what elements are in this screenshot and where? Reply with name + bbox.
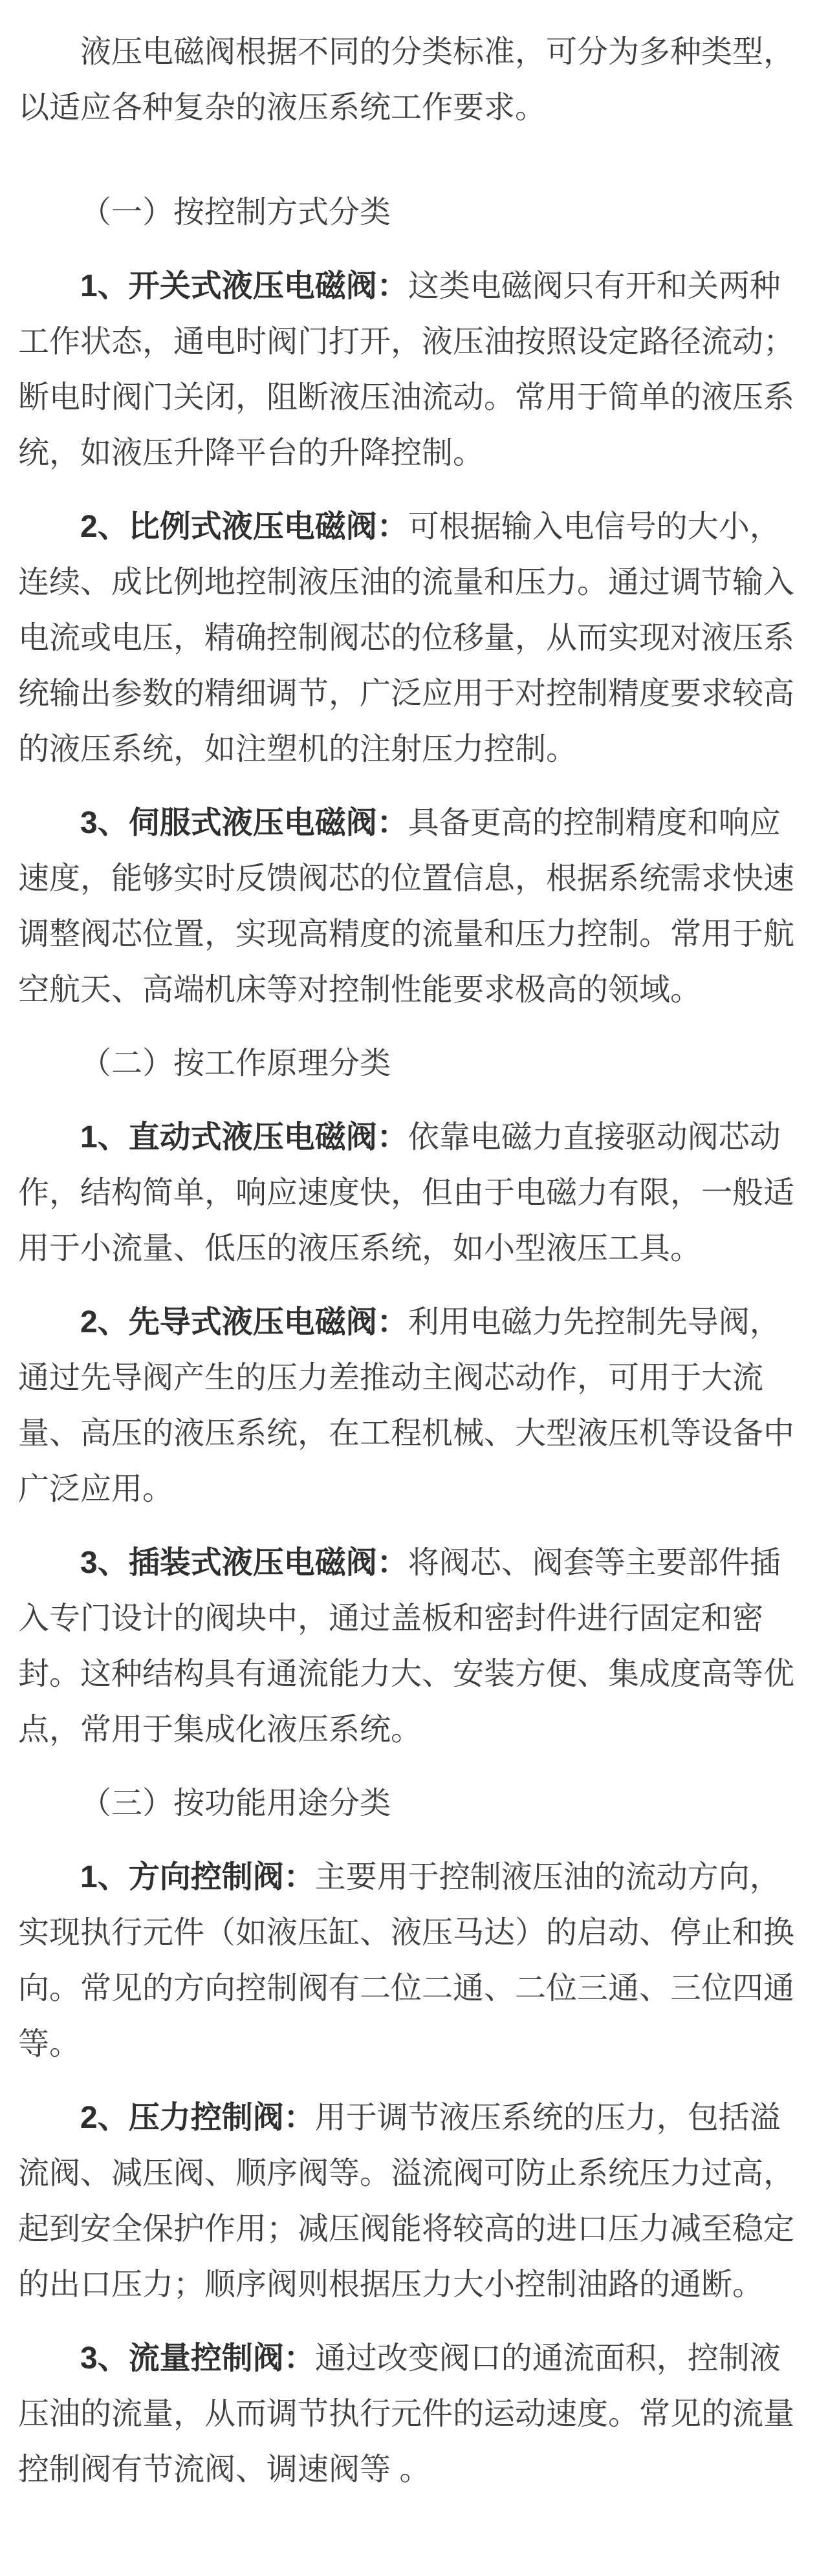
item-body: 可根据输入电信号的大小，连续、成比例地控制液压油的流量和压力。通过调节输入电流或电压，精确控制阀芯的位移量，从而实现对液压系统输出参数的精细调节，广泛应用于对控制精度要求较高的液压系统，如注塑机的注射压力控制。 (18, 510, 795, 766)
item-body: 具备更高的控制精度和响应速度，能够实时反馈阀芯的位置信息，根据系统需求快速调整阀芯位置，实现高精度的流量和压力控制。常用于航空航天、高端机床等对控制性能要求极高的领域。 (18, 806, 795, 1007)
item-body: 将阀芯、阀套等主要部件插入专门设计的阀块中，通过盖板和密封件进行固定和密封。这种结构具有通流能力大、安装方便、集成度高等优点，常用于集成化液压系统。 (18, 1546, 795, 1747)
item-body: 通过改变阀口的通流面积，控制液压油的流量，从而调节执行元件的运动速度。常见的流量控制阀有节流阀、调速阀等 。 (18, 2341, 795, 2487)
section-heading-control-type: （一）按控制方式分类 (80, 195, 391, 230)
item-lead: 1、方向控制阀： (80, 1860, 315, 1894)
intro-paragraph: 液压电磁阀根据不同的分类标准，可分为多种类型，以适应各种复杂的液压系统工作要求。 (18, 35, 795, 125)
item-lead: 2、压力控制阀： (80, 2101, 315, 2135)
section-heading-function-use: （三）按功能用途分类 (80, 1786, 391, 1821)
item-paragraph (18, 796, 801, 1018)
item-paragraph (18, 1110, 801, 1277)
item-lead: 1、直动式液压电磁阀： (80, 1120, 408, 1154)
item-body: 利用电磁力先控制先导阀，通过先导阀产生的压力差推动主阀芯动作，可用于大流量、高压的液压系统，在工程机械、大型液压机等设备中广泛应用。 (18, 1305, 795, 1506)
item-paragraph (18, 259, 801, 481)
item-paragraph (18, 499, 801, 777)
item-lead: 3、流量控制阀： (80, 2341, 315, 2376)
item-paragraph (18, 1295, 801, 1517)
item-body: 用于调节液压系统的压力，包括溢流阀、减压阀、顺序阀等。溢流阀可防止系统压力过高，起到安全保护作用；减压阀能将较高的进口压力减至稳定的出口压力；顺序阀则根据压力大小控制油路的通断。 (18, 2101, 795, 2302)
item-paragraph (18, 1850, 801, 2072)
item-paragraph (18, 2331, 801, 2498)
item-paragraph (18, 1535, 801, 1758)
item-lead: 2、比例式液压电磁阀： (80, 510, 408, 544)
item-lead: 3、伺服式液压电磁阀： (80, 806, 408, 840)
article-content (18, 25, 801, 2498)
item-lead: 3、插装式液压电磁阀： (80, 1546, 408, 1580)
item-body: 这类电磁阀只有开和关两种工作状态，通电时阀门打开，液压油按照设定路径流动；断电时阀门关闭，阻断液压油流动。常用于简单的液压系统，如液压升降平台的升降控制。 (18, 269, 795, 470)
item-lead: 1、开关式液压电磁阀： (80, 269, 408, 303)
item-paragraph (18, 2090, 801, 2313)
item-lead: 2、先导式液压电磁阀： (80, 1305, 408, 1339)
section-heading-working-principle: （二）按工作原理分类 (80, 1046, 391, 1081)
item-body: 主要用于控制液压油的流动方向，实现执行元件（如液压缸、液压马达）的启动、停止和换向。常见的方向控制阀有二位二通、二位三通、三位四通等。 (18, 1860, 795, 2061)
item-body: 依靠电磁力直接驱动阀芯动作，结构简单，响应速度快，但由于电磁力有限，一般适用于小流量、低压的液压系统，如小型液压工具。 (18, 1120, 795, 1266)
